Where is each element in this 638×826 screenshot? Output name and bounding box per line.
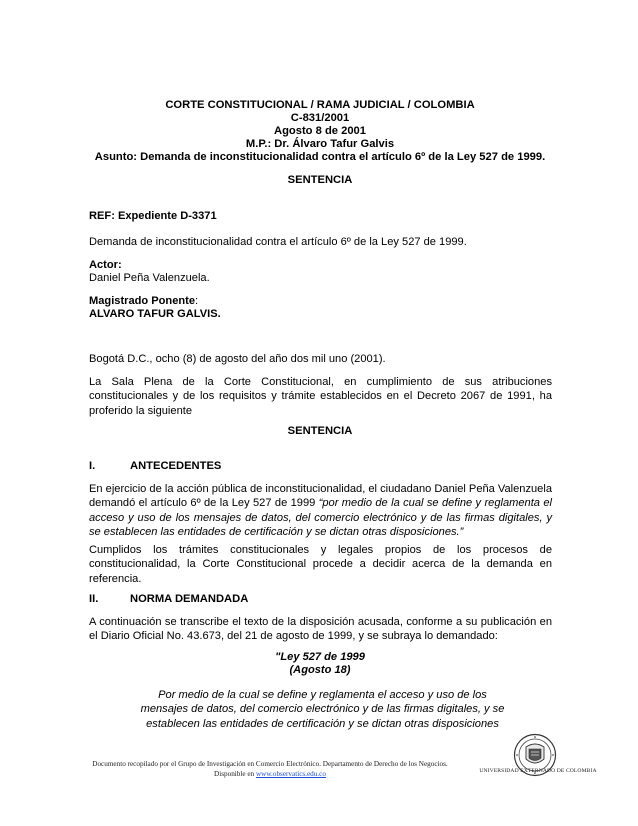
header-case-number: C-831/2001 <box>290 112 350 124</box>
ley-date: (Agosto 18) <box>289 664 351 676</box>
ley-description: Por medio de la cual se define y reglamenta el acceso y uso de los mensajes de datos, del comercio electrónico y de las firmas digitales, y se establecen las entidades de certificación y se dictan otras disposiciones <box>140 689 505 730</box>
demanda-line: Demanda de inconstitucionalidad contra el artículo 6º de la Ley 527 de 1999. <box>89 236 467 248</box>
sala-plena-paragraph: La Sala Plena de la Corte Constitucional, en cumplimiento de sus atribuciones constitucionales y de los requisitos y trámite establecidos en el Decreto 2067 de 1991, ha proferido la siguiente <box>89 376 552 417</box>
magistrado-name: ALVARO TAFUR GALVIS. <box>89 308 221 320</box>
sentencia-title-middle: SENTENCIA <box>287 425 353 437</box>
section-1-title: ANTECEDENTES <box>130 460 222 472</box>
magistrado-label: Magistrado Ponente <box>89 295 196 307</box>
actor-label: Actor: <box>89 259 122 271</box>
magistrado-colon: : <box>195 295 199 307</box>
header-court: CORTE CONSTITUCIONAL / RAMA JUDICIAL / COLOMBIA <box>165 99 475 111</box>
header-asunto: Asunto: Demanda de inconstitucionalidad contra el artículo 6º de la Ley 527 de 1999. <box>94 151 546 163</box>
university-caption: UNIVERSIDAD EXTERNADO DE COLOMBIA <box>479 768 597 774</box>
antecedentes-paragraph-2: Cumplidos los trámites constitucionales y legales propios de los procesos de constitucionalidad, la Corte Constitucional procede a decidir acerca de la demanda en referencia. <box>89 544 552 585</box>
footer-available-label: Disponible en <box>214 769 256 778</box>
antecedentes-quote: “por medio de la cual se define y reglamenta el acceso y uso de los mensajes de datos, del comercio electrónico y de las firmas digitales, y se establecen las entidades de certificación y se dictan otras disposiciones.” <box>89 497 552 539</box>
header-magistrate: M.P.: Dr. Álvaro Tafur Galvis <box>245 138 395 150</box>
section-2-title: NORMA DEMANDADA <box>130 593 249 605</box>
footer-line-2 <box>60 770 480 780</box>
section-2-number: II. <box>89 593 99 605</box>
norma-paragraph: A continuación se transcribe el texto de la disposición acusada, conforme a su publicación en el Diario Oficial No. 43.673, del 21 de agosto de 1999, y se subraya lo demandado: <box>89 616 552 643</box>
section-1-number: I. <box>89 460 96 472</box>
sentencia-title-top: SENTENCIA <box>287 174 353 186</box>
footer-note <box>60 760 480 779</box>
ley-title: "Ley 527 de 1999 <box>275 651 365 663</box>
footer-website-link[interactable]: www.observatics.edu.co <box>255 769 326 778</box>
actor-name: Daniel Peña Valenzuela. <box>89 272 210 284</box>
fecha: Bogotá D.C., ocho (8) de agosto del año dos mil uno (2001). <box>89 353 386 365</box>
reference-expediente: REF: Expediente D-3371 <box>89 210 217 222</box>
antecedentes-text: En ejercicio de la acción pública de inconstitucionalidad, el ciudadano Daniel Peña Valenzuela demandó el artículo 6º de la Ley 527 de 1999 <box>89 483 552 510</box>
footer-line-1: Documento recopilado por el Grupo de Investigación en Comercio Electrónico. Departamento de Derecho de los Negocios. <box>92 760 448 768</box>
header-date: Agosto 8 de 2001 <box>273 125 367 137</box>
antecedentes-paragraph-1 <box>89 482 552 540</box>
